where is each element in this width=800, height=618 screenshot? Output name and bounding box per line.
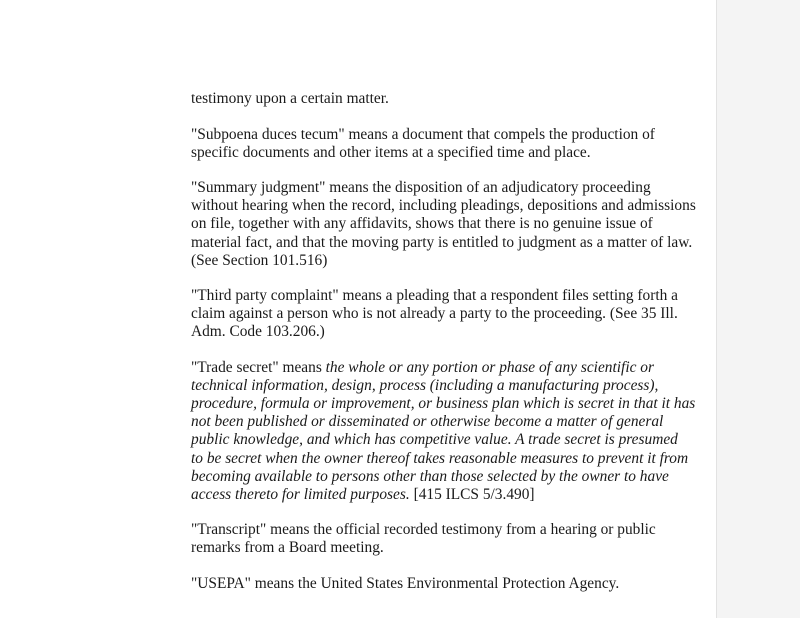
text-line (191, 144, 716, 162)
text-line (191, 450, 716, 468)
text-segment: "Subpoena duces tecum" means a document that compels the production of (191, 125, 655, 143)
definition-paragraph (191, 90, 716, 108)
text-segment: without hearing when the record, including pleadings, depositions and admissions (191, 197, 696, 215)
text-line (191, 215, 716, 233)
text-line (191, 179, 716, 197)
italic-text: to be secret when the owner thereof takes reasonable measures to prevent it from (191, 449, 689, 467)
text-segment: Adm. Code 103.206.) (191, 323, 325, 341)
italic-text: the whole or any portion or phase of any scientific or (325, 359, 654, 377)
text-line (191, 287, 716, 305)
text-line (191, 359, 716, 377)
text-line (191, 90, 716, 108)
text-segment: claim against a person who is not already a party to the proceeding. (See 35 Ill. (191, 305, 678, 323)
text-line (191, 521, 716, 539)
italic-text: technical information, design, process (including a manufacturing process), (191, 377, 659, 395)
text-segment: specific documents and other items at a specified time and place. (191, 143, 591, 161)
text-line (191, 197, 716, 215)
text-line (191, 377, 716, 395)
definition-paragraph (191, 575, 716, 593)
text-segment: "Third party complaint" means a pleading that a respondent files setting forth a (191, 287, 678, 305)
italic-text: access thereto for limited purposes. (191, 485, 410, 503)
italic-text: public knowledge, and which has competitive value. A trade secret is presumed (191, 431, 678, 449)
text-line (191, 413, 716, 431)
text-line (191, 305, 716, 323)
text-line (191, 539, 716, 557)
text-line (191, 431, 716, 449)
text-segment: "Transcript" means the official recorded testimony from a hearing or public (191, 521, 656, 539)
text-segment: "Summary judgment" means the disposition of an adjudicatory proceeding (191, 179, 651, 197)
text-line (191, 323, 716, 341)
definition-paragraph (191, 179, 716, 269)
text-segment: "USEPA" means the United States Environmental Protection Agency. (191, 574, 620, 592)
text-line (191, 234, 716, 252)
italic-text: not been published or disseminated or otherwise become a matter of general (191, 413, 664, 431)
text-line (191, 468, 716, 486)
text-segment: remarks from a Board meeting. (191, 539, 384, 557)
text-line (191, 395, 716, 413)
italic-text: procedure, formula or improvement, or business plan which is secret in that it has (191, 395, 696, 413)
definition-paragraph (191, 521, 716, 557)
text-segment: "Trade secret" means (191, 359, 326, 377)
text-segment: (See Section 101.516) (191, 251, 328, 269)
text-segment: material fact, and that the moving party is entitled to judgment as a matter of law. (191, 233, 693, 251)
text-line (191, 575, 716, 593)
text-line (191, 252, 716, 270)
text-line (191, 126, 716, 144)
page-edge (716, 0, 800, 618)
text-segment: [415 ILCS 5/3.490] (409, 485, 535, 503)
document-text (191, 90, 716, 611)
definition-paragraph (191, 359, 716, 504)
definition-paragraph (191, 287, 716, 341)
definition-paragraph (191, 126, 716, 162)
text-segment: on file, together with any affidavits, shows that there is no genuine issue of (191, 215, 653, 233)
italic-text: becoming available to persons other than those selected by the owner to have (191, 467, 669, 485)
text-line (191, 486, 716, 504)
text-segment: testimony upon a certain matter. (191, 90, 389, 107)
